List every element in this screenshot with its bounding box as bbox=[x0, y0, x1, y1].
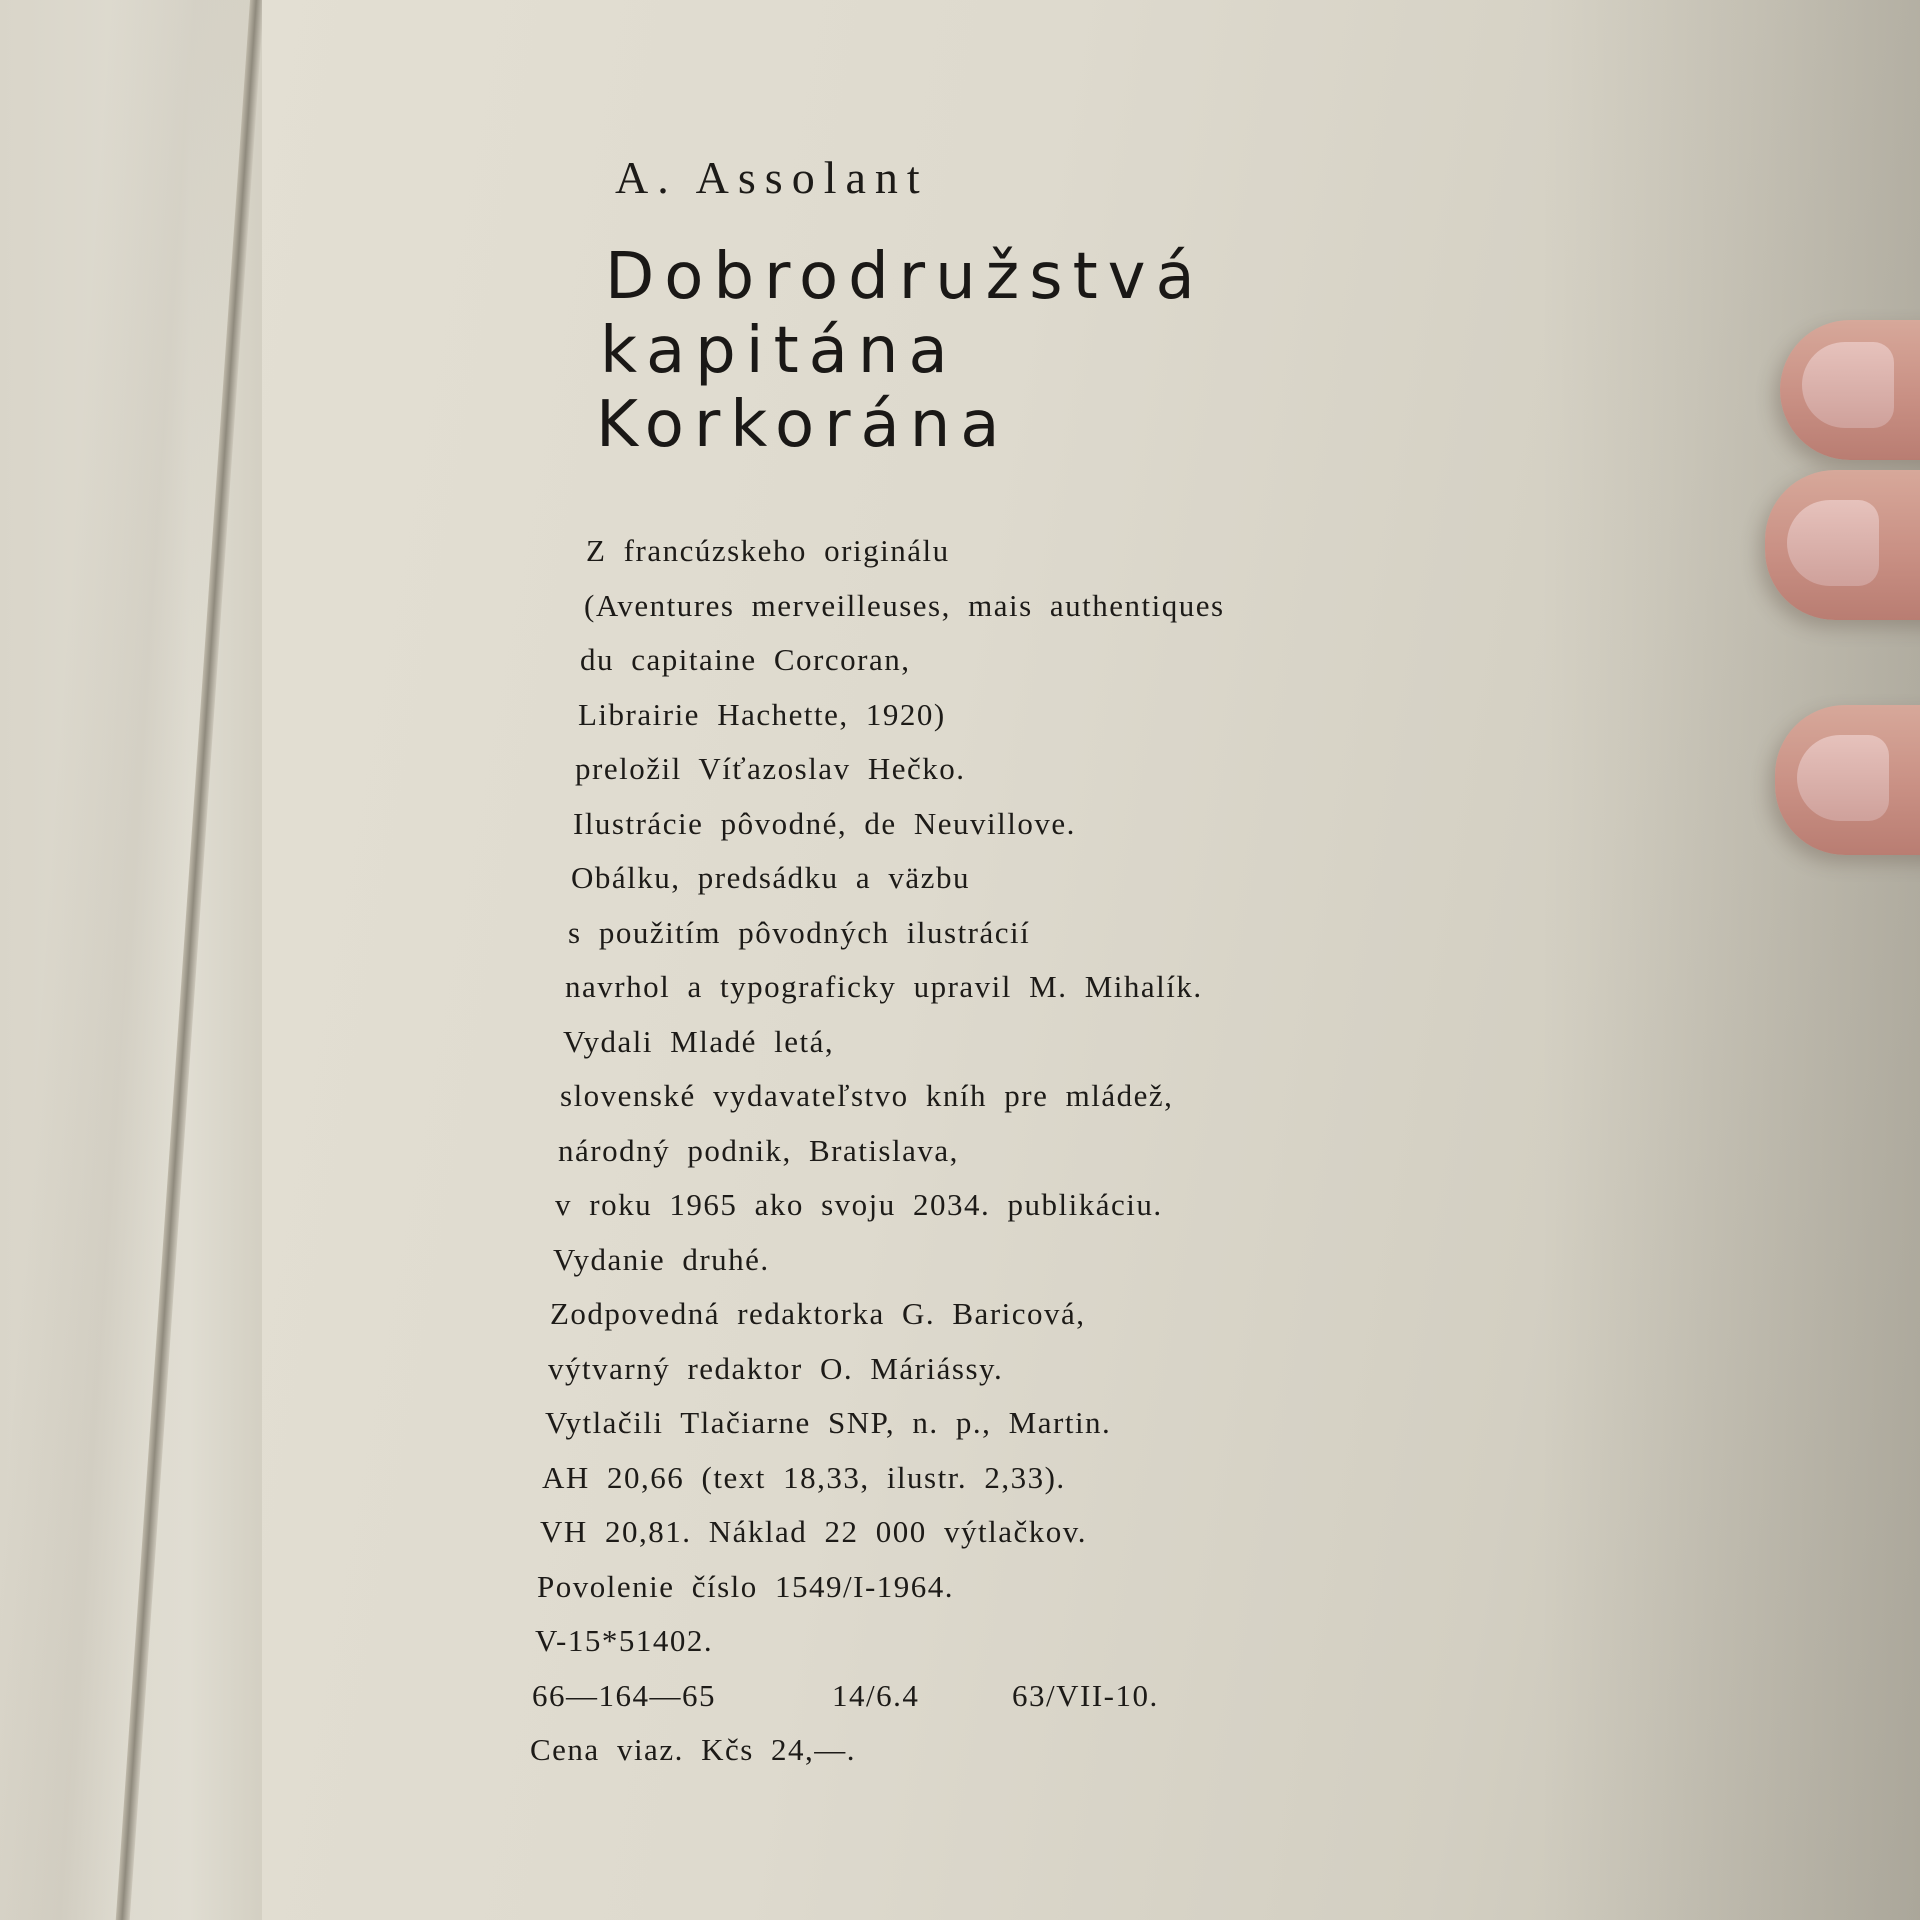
code-1: 66—164—65 bbox=[532, 1677, 716, 1713]
colophon-line: Vydanie druhé. bbox=[553, 1241, 770, 1277]
colophon bbox=[520, 524, 1420, 1778]
colophon-line: národný podnik, Bratislava, bbox=[558, 1132, 959, 1168]
price-line: Cena viaz. Kčs 24,—. bbox=[530, 1732, 857, 1767]
colophon-line: du capitaine Corcoran, bbox=[580, 642, 911, 677]
fingernail bbox=[1797, 735, 1889, 821]
colophon-line: Zodpovedná redaktorka G. Baricová, bbox=[550, 1296, 1086, 1331]
finger bbox=[1775, 705, 1920, 855]
colophon-line: Obálku, predsádku a väzbu bbox=[571, 860, 970, 895]
colophon-line: VH 20,81. Náklad 22 000 výtlačkov. bbox=[540, 1514, 1088, 1549]
author-name: A. Assolant bbox=[615, 152, 929, 203]
colophon-line: Ilustrácie pôvodné, de Neuvillove. bbox=[573, 805, 1076, 841]
colophon-line: slovenské vydavateľstvo kníh pre mládež, bbox=[560, 1078, 1174, 1113]
code-3: 63/VII-10. bbox=[1012, 1677, 1159, 1713]
finger bbox=[1780, 320, 1920, 460]
colophon-line: V-15*51402. bbox=[535, 1623, 714, 1658]
colophon-line: Vytlačili Tlačiarne SNP, n. p., Martin. bbox=[545, 1405, 1112, 1440]
finger bbox=[1765, 470, 1920, 620]
colophon-line: navrhol a typograficky upravil M. Mihalík. bbox=[565, 969, 1203, 1004]
code-2: 14/6.4 bbox=[832, 1677, 920, 1713]
fingernail bbox=[1802, 342, 1894, 428]
colophon-line: Librairie Hachette, 1920) bbox=[578, 696, 946, 732]
fingernail bbox=[1787, 500, 1879, 586]
colophon-line: výtvarný redaktor O. Máriássy. bbox=[548, 1350, 1004, 1386]
colophon-line: preložil Víťazoslav Hečko. bbox=[575, 751, 966, 786]
page-shadow bbox=[1540, 0, 1920, 1920]
title-line-3: Korkorána bbox=[596, 388, 1010, 462]
colophon-line: AH 20,66 (text 18,33, ilustr. 2,33). bbox=[542, 1459, 1066, 1495]
hand-fingers bbox=[1760, 300, 1920, 890]
colophon-line: Povolenie číslo 1549/I-1964. bbox=[537, 1568, 955, 1604]
title-line-2: kapitána bbox=[600, 314, 958, 388]
colophon-line: s použitím pôvodných ilustrácií bbox=[568, 914, 1031, 950]
page-text bbox=[520, 150, 1420, 1778]
title-line-1: Dobrodružstvá bbox=[605, 240, 1205, 314]
colophon-line: Vydali Mladé letá, bbox=[563, 1023, 835, 1059]
colophon-line: v roku 1965 ako svoju 2034. publikáciu. bbox=[555, 1187, 1163, 1222]
codes-row bbox=[532, 1669, 1420, 1724]
colophon-line: (Aventures merveilleuses, mais authentiques bbox=[584, 587, 1225, 623]
colophon-line: Z francúzskeho originálu bbox=[586, 533, 950, 568]
book-title bbox=[520, 240, 1420, 462]
